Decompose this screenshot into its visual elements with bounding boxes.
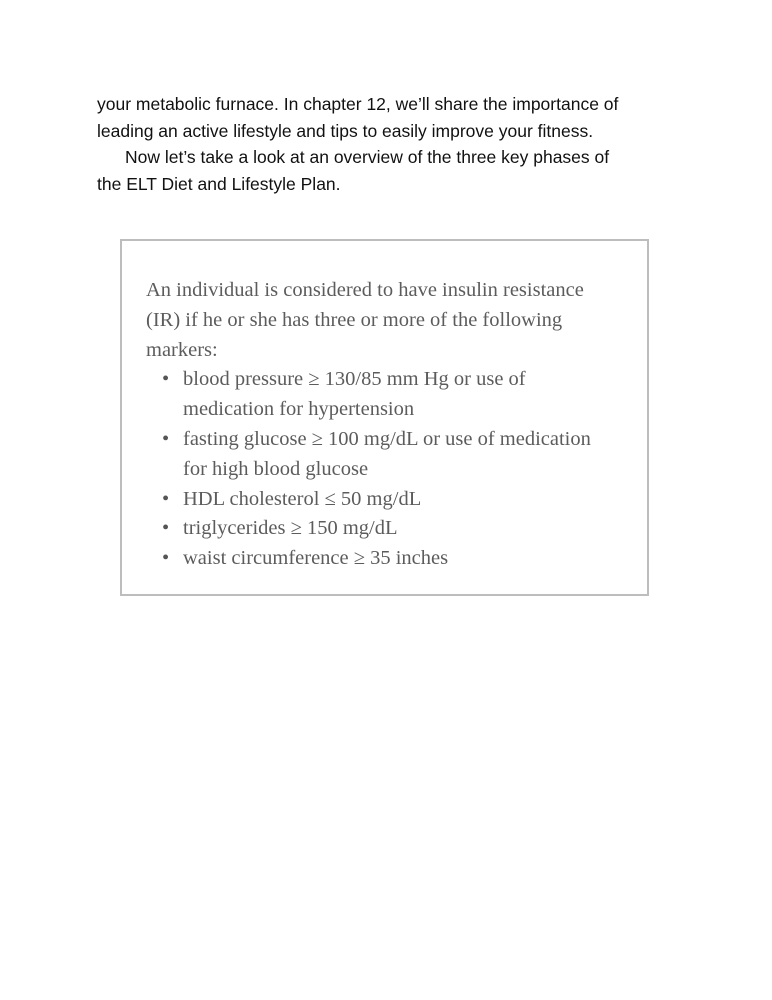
sidebar-content [146,276,626,574]
marker-text: for high blood glucose [183,457,369,480]
sidebar-intro [146,276,626,365]
bullet-icon: • [162,427,170,450]
marker-item-blood-pressure [146,365,626,425]
marker-text: triglycerides ≥ 150 mg/dL [183,517,398,540]
marker-item-hdl-cholesterol [146,485,626,515]
marker-text: waist circumference ≥ 35 inches [183,547,449,570]
sidebar-intro-line: An individual is considered to have insulin resistance [146,279,584,301]
sidebar-intro-line: (IR) if he or she has three or more of the following [146,308,563,331]
marker-text: blood pressure ≥ 130/85 mm Hg or use of [183,368,526,391]
bullet-icon: • [162,547,170,570]
marker-item-triglycerides [146,514,626,544]
marker-text: medication for hypertension [183,398,415,421]
body-line: your metabolic furnace. In chapter 12, we’ll share the importance of [97,94,619,114]
body-line: Now let’s take a look at an overview of the three key phases of [125,147,610,167]
marker-item-waist-circumference [146,544,626,574]
body-line: the ELT Diet and Lifestyle Plan. [97,173,341,194]
sidebar-intro-line: markers: [146,338,218,361]
marker-text: fasting glucose ≥ 100 mg/dL or use of medication [183,427,591,450]
bullet-icon: • [162,487,170,510]
marker-item-fasting-glucose [146,425,626,485]
insulin-resistance-sidebar [120,239,649,596]
marker-list [146,365,626,574]
marker-text: HDL cholesterol ≤ 50 mg/dL [183,487,422,510]
bullet-icon: • [162,517,170,540]
bullet-icon: • [162,368,170,391]
body-line: leading an active lifestyle and tips to easily improve your fitness. [97,120,594,141]
body-text [97,91,717,197]
